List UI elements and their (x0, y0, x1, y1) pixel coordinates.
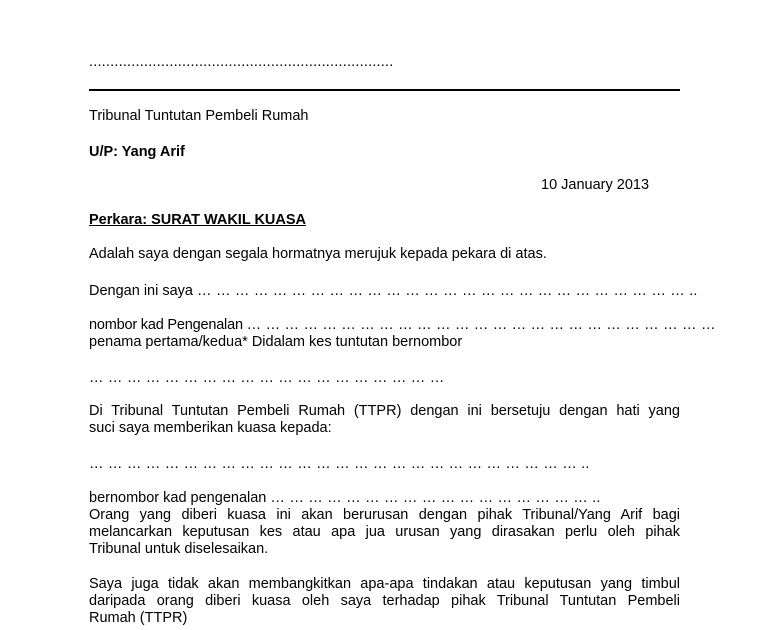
recipient: Tribunal Tuntutan Pembeli Rumah (89, 108, 309, 124)
ic-blank: … … … … … … … … … … … … … … … … … … … … … … … … … (246, 317, 716, 333)
ic-line (89, 317, 716, 334)
consent-paragraph-line-2: suci saya memberikan kuasa kepada: (89, 420, 332, 436)
agent-name-blank: … … … … … … … … … … … … … … … … … … … … … … … … … … .. (89, 456, 590, 472)
ic-label: nombor kad Pengenalan (89, 317, 243, 333)
agent-ic-line (89, 490, 601, 507)
authority-paragraph-line-3: Tribunal untuk diselesaikan. (89, 541, 269, 557)
consent-paragraph-line-1: Di Tribunal Tuntutan Pembeli Rumah (TTPR) dengan ini bersetuju dengan hati yang (89, 403, 680, 419)
agent-ic-blank: … … … … … … … … … … … … … … … … … .. (270, 490, 601, 506)
authority-paragraph-line-2: melancarkan keputusan kes atau apa jua urusan yang dirasakan perlu oleh pihak (89, 524, 680, 540)
name-label: Dengan ini saya (89, 283, 193, 299)
waiver-paragraph-line-2: daripada orang diberi kuasa oleh saya terhadap pihak Tribunal Tuntutan Pembeli (89, 593, 680, 609)
authority-paragraph-line-1: Orang yang diberi kuasa ini akan berurusan dengan pihak Tribunal/Yang Arif bagi (89, 507, 680, 523)
header-divider (89, 89, 680, 91)
waiver-paragraph-line-3: Rumah (TTPR) (89, 610, 188, 626)
letter-date: 10 January 2013 (541, 177, 650, 193)
attention-line: U/P: Yang Arif (89, 144, 185, 160)
claim-number-blank: … … … … … … … … … … … … … … … … … … … (89, 370, 445, 386)
signature-dots: ........................................................................ (89, 54, 394, 70)
subject-line: Perkara: SURAT WAKIL KUASA (89, 212, 307, 228)
name-line (89, 283, 698, 300)
name-blank: … … … … … … … … … … … … … … … … … … … … … … … … … … .. (197, 283, 698, 299)
agent-ic-label: bernombor kad pengenalan (89, 490, 267, 506)
claim-line: penama pertama/kedua* Didalam kes tuntutan bernombor (89, 334, 463, 350)
opening-paragraph: Adalah saya dengan segala hormatnya merujuk kepada pekara di atas. (89, 246, 547, 262)
waiver-paragraph-line-1: Saya juga tidak akan membangkitkan apa-apa tindakan atau keputusan yang timbul (89, 576, 680, 592)
